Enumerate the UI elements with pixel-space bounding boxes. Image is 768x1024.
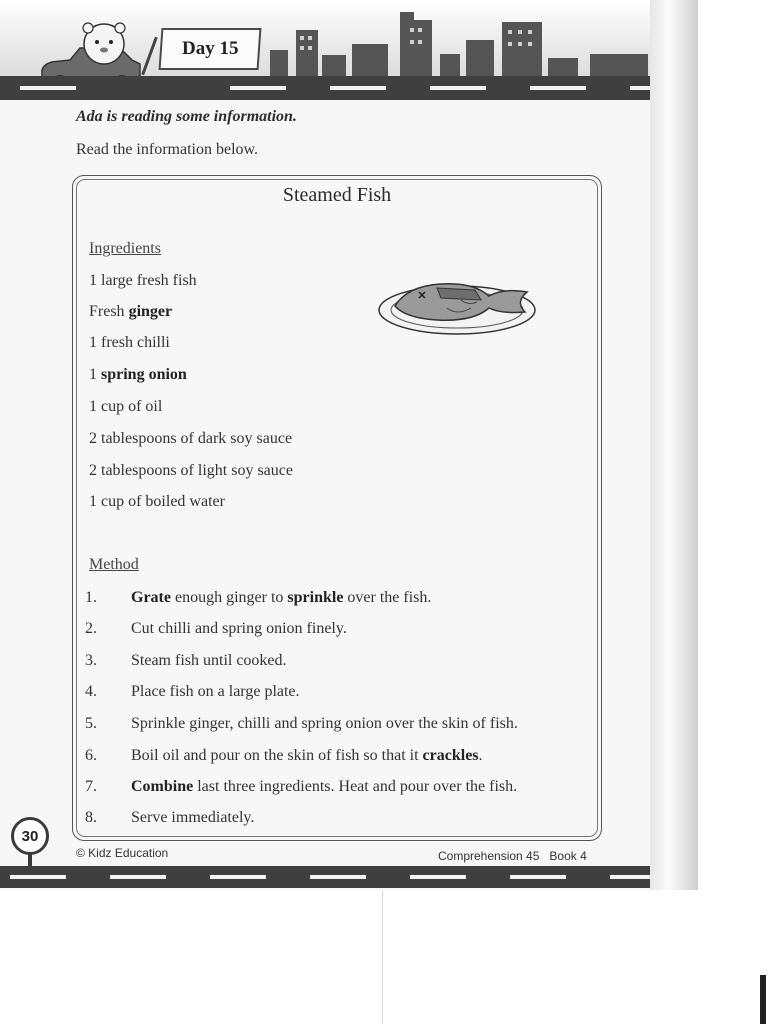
method-step: 2. Cut chilli and spring onion finely.: [85, 620, 347, 637]
method-step: 8. Serve immediately.: [85, 809, 255, 826]
method-heading: Method: [89, 556, 139, 573]
ingredient-item: Fresh ginger: [89, 303, 173, 320]
book-number: Book 4: [549, 849, 587, 863]
day-label: Day 15: [181, 38, 239, 59]
ingredient-item: 2 tablespoons of light soy sauce: [89, 462, 293, 479]
series-title: Comprehension 45: [438, 849, 540, 863]
ingredient-item: 1 fresh chilli: [89, 334, 170, 351]
city-skyline-illustration: [0, 0, 698, 80]
road-strip: [0, 76, 698, 100]
intro-instruction: Read the information below.: [76, 141, 259, 158]
page-number-badge: [11, 817, 49, 855]
method-step: 1. Grate enough ginger to sprinkle over the fish.: [85, 589, 432, 606]
intro-heading: Ada is reading some information.: [76, 108, 297, 125]
method-step: 6. Boil oil and pour on the skin of fish so that it crackles.: [85, 747, 483, 764]
page-number: 30: [21, 827, 39, 845]
series-info: [438, 849, 587, 863]
recipe-box: [72, 175, 602, 841]
car-mascot-illustration: [42, 23, 140, 80]
ingredients-heading: Ingredients: [89, 240, 161, 257]
ingredient-item: 1 large fresh fish: [89, 272, 197, 289]
ingredient-item: 1 spring onion: [89, 366, 187, 383]
method-step: 3. Steam fish until cooked.: [85, 652, 287, 669]
scan-fold-line: [382, 890, 383, 1024]
steamed-fish-plate-illustration: [377, 276, 537, 340]
ingredient-item: 1 cup of boiled water: [89, 493, 225, 510]
method-step: 7. Combine last three ingredients. Heat and pour over the fish.: [85, 778, 518, 795]
day-flag: [159, 28, 262, 70]
page-number-stem: [28, 852, 32, 866]
scan-edge-mark: [760, 975, 766, 1024]
ingredient-item: 1 cup of oil: [89, 398, 163, 415]
method-step: 4. Place fish on a large plate.: [85, 683, 300, 700]
method-step: 5. Sprinkle ginger, chilli and spring onion over the skin of fish.: [85, 715, 518, 732]
page-binding-shadow: [650, 0, 698, 890]
recipe-title: Steamed Fish: [282, 184, 392, 206]
ingredient-item: 2 tablespoons of dark soy sauce: [89, 430, 293, 447]
header-banner: [0, 0, 698, 102]
footer-road-strip: [0, 866, 698, 888]
publisher-credit: © Kidz Education: [76, 846, 169, 860]
